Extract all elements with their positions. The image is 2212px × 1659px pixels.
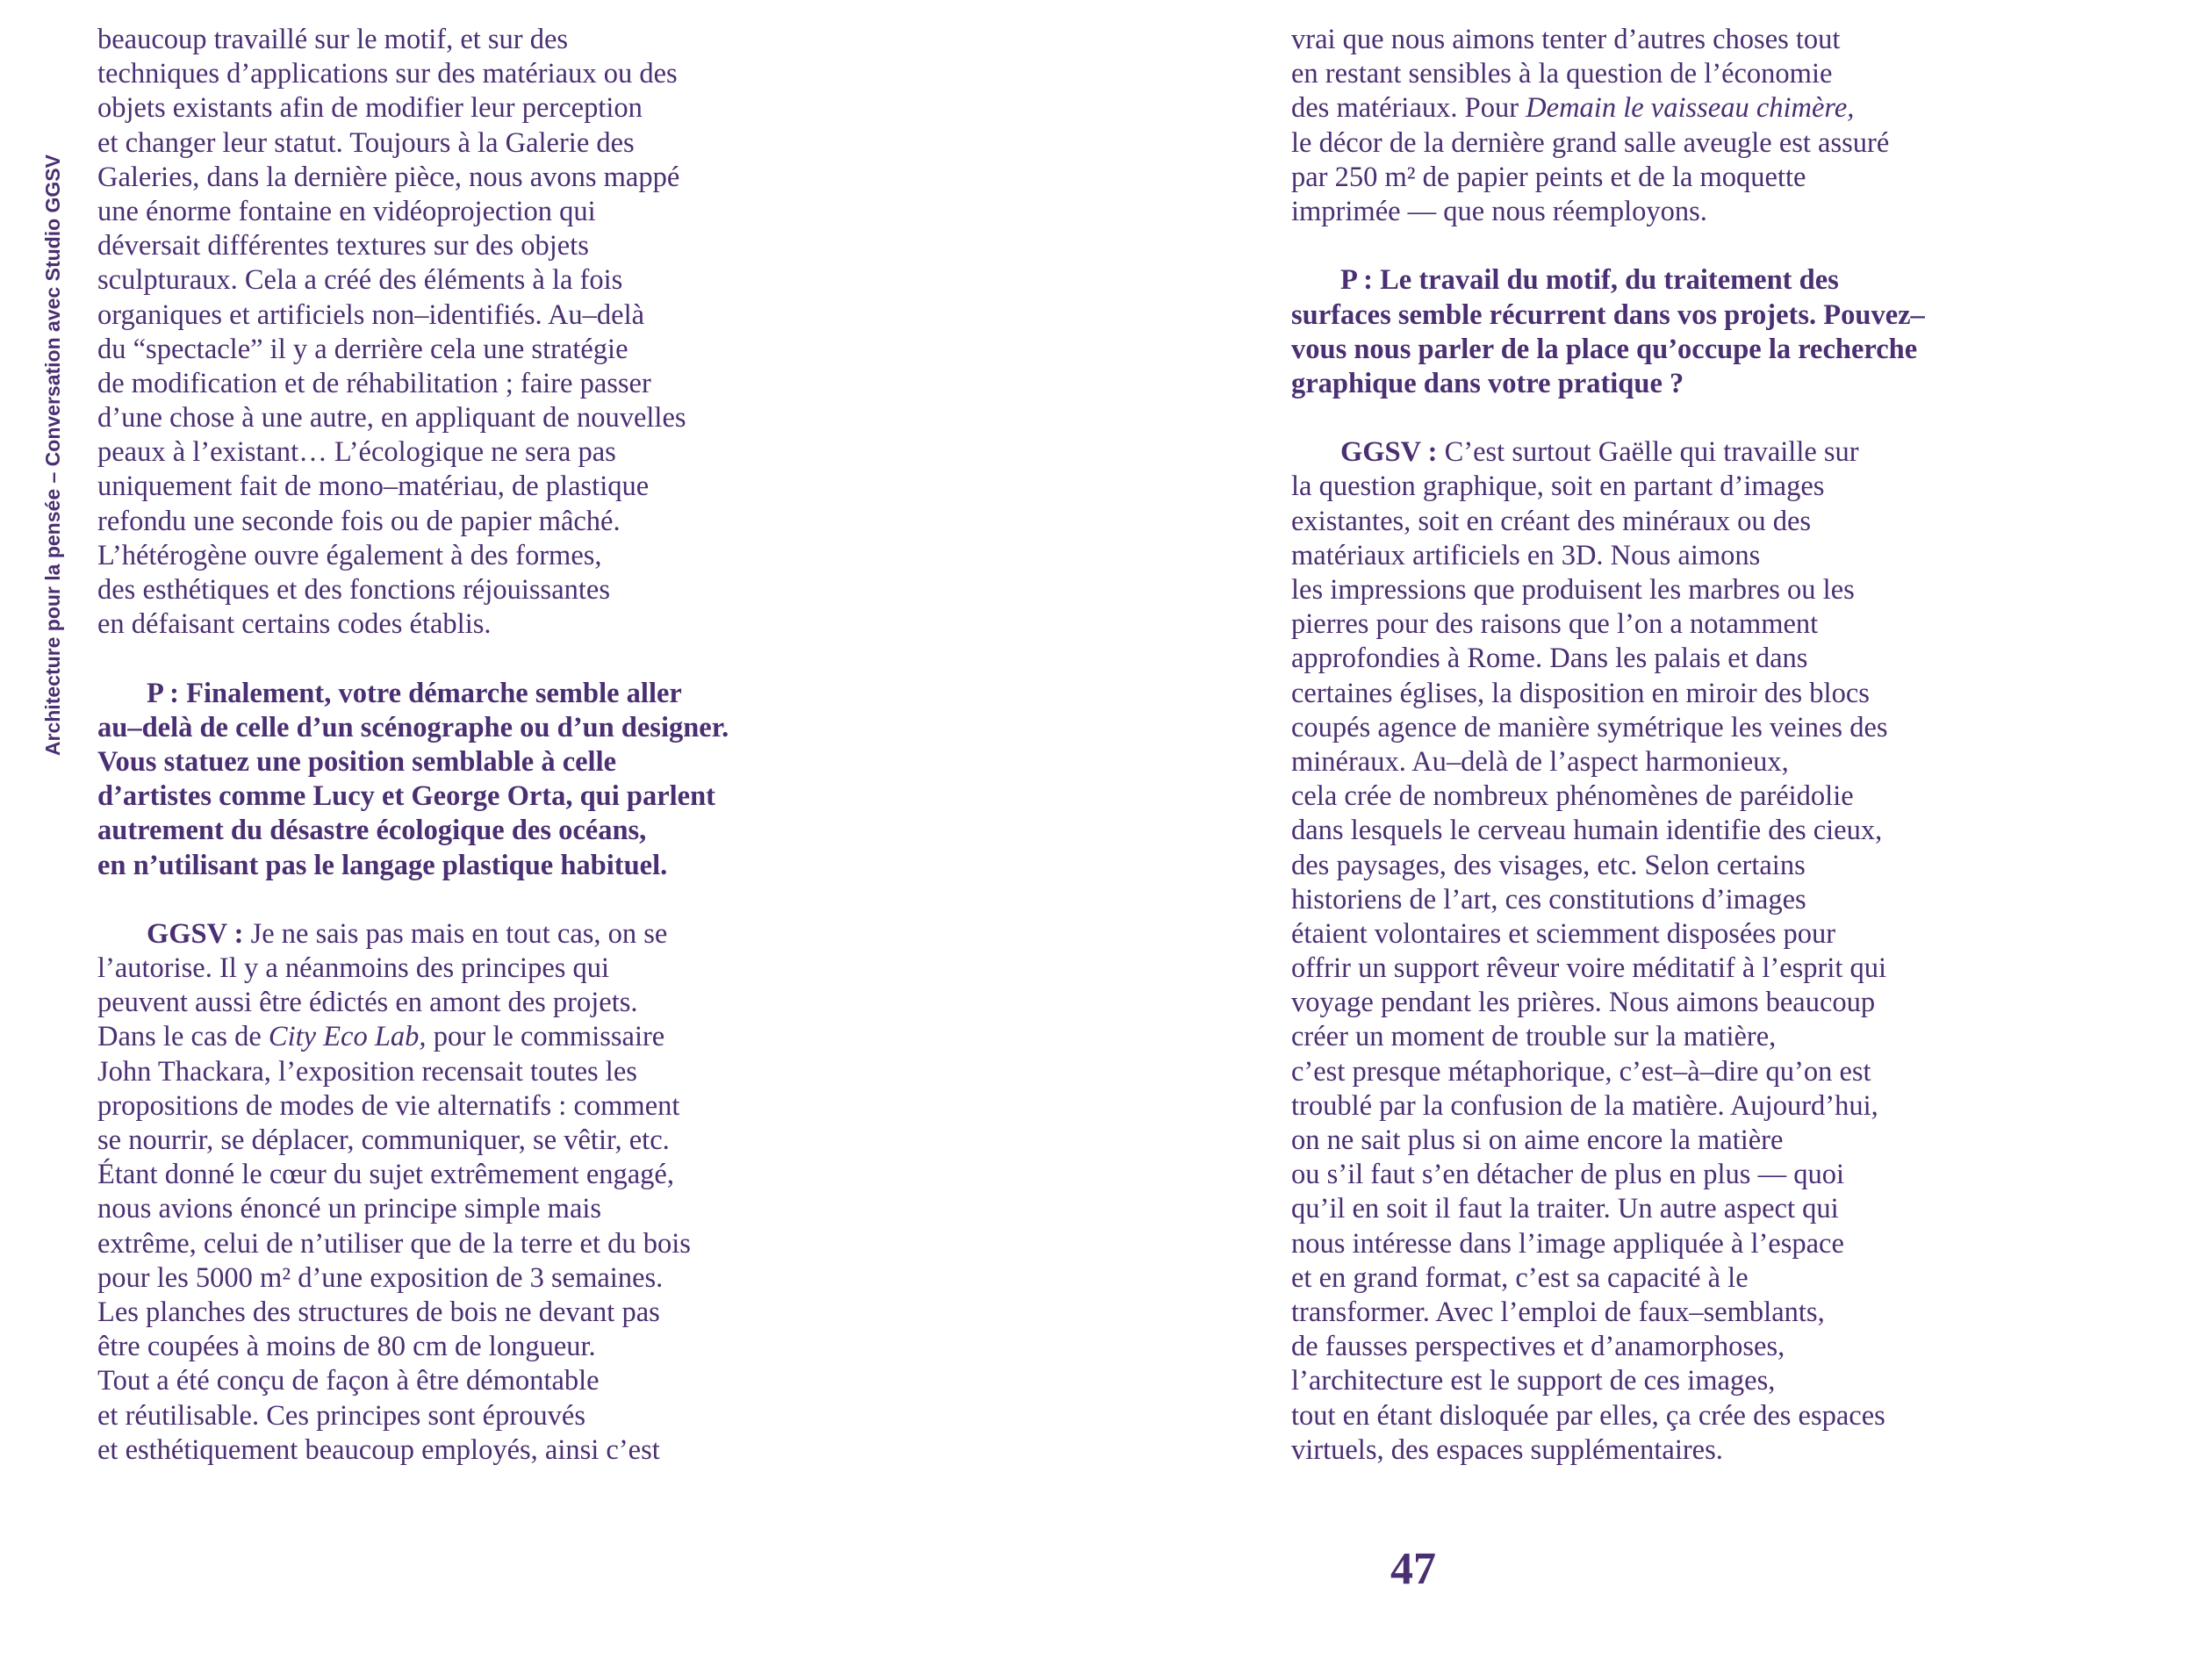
- text-line: coupés agence de manière symétrique les veines des: [1291, 711, 1888, 743]
- interview-question: [1291, 263, 2029, 401]
- text-line: [1291, 91, 2029, 126]
- text-line: du “spectacle” il y a derrière cela une stratégie: [97, 333, 628, 365]
- question-line: P : Finalement, votre démarche semble aller: [147, 677, 682, 709]
- text-line: et en grand format, c’est sa capacité à le: [1291, 1261, 1749, 1294]
- text-line: et réutilisable. Ces principes sont éprouvés: [97, 1399, 585, 1432]
- text-line: être coupées à moins de 80 cm de longueur.: [97, 1331, 596, 1363]
- text-line: en défaisant certains codes établis.: [97, 608, 492, 641]
- text-line: L’hétérogène ouvre également à des formes,: [97, 539, 602, 571]
- text-line: cela crée de nombreux phénomènes de paréidolie: [1291, 780, 1854, 813]
- text-line: existantes, soit en créant des minéraux ou des: [1291, 505, 1812, 537]
- text-line: l’autorise. Il y a néanmoins des principes qui: [97, 952, 610, 985]
- speaker-label: GGSV :: [147, 917, 244, 950]
- text-fragment: des matériaux. Pour: [1291, 92, 1526, 125]
- question-line: surfaces semble récurrent dans vos projets. Pouvez–: [1291, 298, 1925, 331]
- text-line: Les planches des structures de bois ne devant pas: [97, 1296, 660, 1328]
- question-line: graphique dans votre pratique ?: [1291, 367, 1684, 399]
- text-line: qu’il en soit il faut la traiter. Un autre aspect qui: [1291, 1193, 1839, 1225]
- text-line: l’architecture est le support de ces images,: [1291, 1365, 1776, 1397]
- text-line: des paysages, des visages, etc. Selon certains: [1291, 849, 1806, 881]
- text-line: Tout a été conçu de façon à être démontable: [97, 1365, 600, 1397]
- text-line: étaient volontaires et sciemment disposées pour: [1291, 917, 1836, 950]
- text-line: tout en étant disloquée par elles, ça crée des espaces: [1291, 1399, 1885, 1432]
- text-line: approfondies à Rome. Dans les palais et dans: [1291, 643, 1808, 675]
- text-line: peaux à l’existant… L’écologique ne sera pas: [97, 436, 616, 469]
- answer-text: C’est surtout Gaëlle qui travaille sur: [1437, 436, 1859, 469]
- text-line: historiens de l’art, ces constitutions d’images: [1291, 883, 1806, 916]
- interview-question: [97, 677, 835, 883]
- answer-text: Je ne sais pas mais en tout cas, on se: [243, 917, 668, 950]
- answer-first-line: [1291, 435, 2029, 470]
- page-number: 47: [1390, 1544, 1436, 1594]
- text-line: c’est presque métaphorique, c’est–à–dire qu’on est: [1291, 1055, 1871, 1088]
- speaker-label: GGSV :: [1340, 436, 1438, 469]
- question-line: au–delà de celle d’un scénographe ou d’un designer.: [97, 711, 729, 743]
- text-line: objets existants afin de modifier leur perception: [97, 92, 643, 125]
- text-line: Galeries, dans la dernière pièce, nous avons mappé: [97, 161, 680, 193]
- text-fragment: Dans le cas de: [97, 1021, 269, 1053]
- left-column: [97, 23, 835, 1468]
- text-line: se nourrir, se déplacer, communiquer, se vêtir, etc.: [97, 1124, 670, 1156]
- text-line: uniquement fait de mono–matériau, de plastique: [97, 470, 650, 503]
- text-line: minéraux. Au–delà de l’aspect harmonieux,: [1291, 745, 1789, 778]
- text-line: pour les 5000 m² d’une exposition de 3 semaines.: [97, 1261, 664, 1294]
- text-line: et esthétiquement beaucoup employés, ainsi c’est: [97, 1433, 660, 1466]
- text-line: [97, 1020, 835, 1054]
- text-line: ou s’il faut s’en détacher de plus en plus — quoi: [1291, 1159, 1844, 1191]
- text-line: refondu une seconde fois ou de papier mâché.: [97, 505, 621, 537]
- text-line: matériaux artificiels en 3D. Nous aimons: [1291, 539, 1761, 571]
- text-line: pierres pour des raisons que l’on a notamment: [1291, 608, 1819, 641]
- interview-answer: [97, 917, 835, 1468]
- text-line: des esthétiques et des fonctions réjouissantes: [97, 574, 610, 606]
- text-fragment: pour le commissaire: [426, 1021, 665, 1053]
- text-line: le décor de la dernière grand salle aveugle est assuré: [1291, 126, 1890, 159]
- text-line: par 250 m² de papier peints et de la moquette: [1291, 161, 1806, 193]
- text-line: vrai que nous aimons tenter d’autres choses tout: [1291, 24, 1841, 55]
- interview-answer: [1291, 435, 2029, 1468]
- text-line: techniques d’applications sur des matériaux ou des: [97, 58, 678, 90]
- text-line: nous intéresse dans l’image appliquée à l’espace: [1291, 1227, 1844, 1260]
- text-line: une énorme fontaine en vidéoprojection qui: [97, 195, 596, 227]
- text-line: John Thackara, l’exposition recensait toutes les: [97, 1055, 637, 1088]
- question-line: d’artistes comme Lucy et George Orta, qui parlent: [97, 780, 716, 813]
- question-line: en n’utilisant pas le langage plastique habituel.: [97, 849, 668, 881]
- question-line: P : Le travail du motif, du traitement des: [1340, 264, 1839, 297]
- text-line: d’une chose à une autre, en appliquant de nouvelles: [97, 402, 686, 434]
- text-line: dans lesquels le cerveau humain identifie des cieux,: [1291, 815, 1883, 847]
- text-line: voyage pendant les prières. Nous aimons beaucoup: [1291, 987, 1876, 1019]
- text-line: les impressions que produisent les marbres ou les: [1291, 574, 1855, 606]
- right-column: [1291, 23, 2029, 1468]
- text-line: nous avions énoncé un principe simple mais: [97, 1193, 602, 1225]
- text-line: organiques et artificiels non–identifiés. Au–delà: [97, 298, 645, 331]
- text-line: la question graphique, soit en partant d’images: [1291, 470, 1825, 503]
- answer-first-line: [97, 917, 835, 952]
- text-line: en restant sensibles à la question de l’économie: [1291, 58, 1833, 90]
- text-line: propositions de modes de vie alternatifs : comment: [97, 1089, 680, 1122]
- text-line: transformer. Avec l’emploi de faux–semblants,: [1291, 1296, 1825, 1328]
- text-line: de fausses perspectives et d’anamorphoses,: [1291, 1331, 1785, 1363]
- text-line: et changer leur statut. Toujours à la Galerie des: [97, 126, 635, 159]
- text-line: sculpturaux. Cela a créé des éléments à la fois: [97, 264, 623, 297]
- project-title: City Eco Lab,: [268, 1021, 427, 1053]
- text-line: imprimée — que nous réemployons.: [1291, 195, 1707, 227]
- question-line: autrement du désastre écologique des océans,: [97, 815, 647, 847]
- text-line: on ne sait plus si on aime encore la matière: [1291, 1124, 1784, 1156]
- text-line: troublé par la confusion de la matière. Aujourd’hui,: [1291, 1089, 1878, 1122]
- question-line: vous nous parler de la place qu’occupe la recherche: [1291, 333, 1918, 365]
- text-line: virtuels, des espaces supplémentaires.: [1291, 1433, 1723, 1466]
- right-paragraph: [1291, 23, 2029, 229]
- text-line: Étant donné le cœur du sujet extrêmement engagé,: [97, 1159, 674, 1191]
- project-title: Demain le vaisseau chimère,: [1526, 92, 1855, 125]
- text-line: offrir un support rêveur voire méditatif à l’esprit qui: [1291, 952, 1887, 985]
- running-header: Architecture pour la pensée – Conversation avec Studio GGSV: [41, 154, 64, 757]
- text-line: déversait différentes textures sur des objets: [97, 230, 589, 262]
- text-line: certaines églises, la disposition en miroir des blocs: [1291, 677, 1870, 709]
- text-line: beaucoup travaillé sur le motif, et sur des: [97, 24, 569, 55]
- text-line: créer un moment de trouble sur la matière,: [1291, 1021, 1777, 1053]
- text-line: de modification et de réhabilitation ; faire passer: [97, 367, 651, 399]
- question-line: Vous statuez une position semblable à celle: [97, 745, 617, 778]
- left-paragraph: [97, 23, 835, 642]
- text-line: extrême, celui de n’utiliser que de la terre et du bois: [97, 1227, 691, 1260]
- text-line: peuvent aussi être édictés en amont des projets.: [97, 987, 638, 1019]
